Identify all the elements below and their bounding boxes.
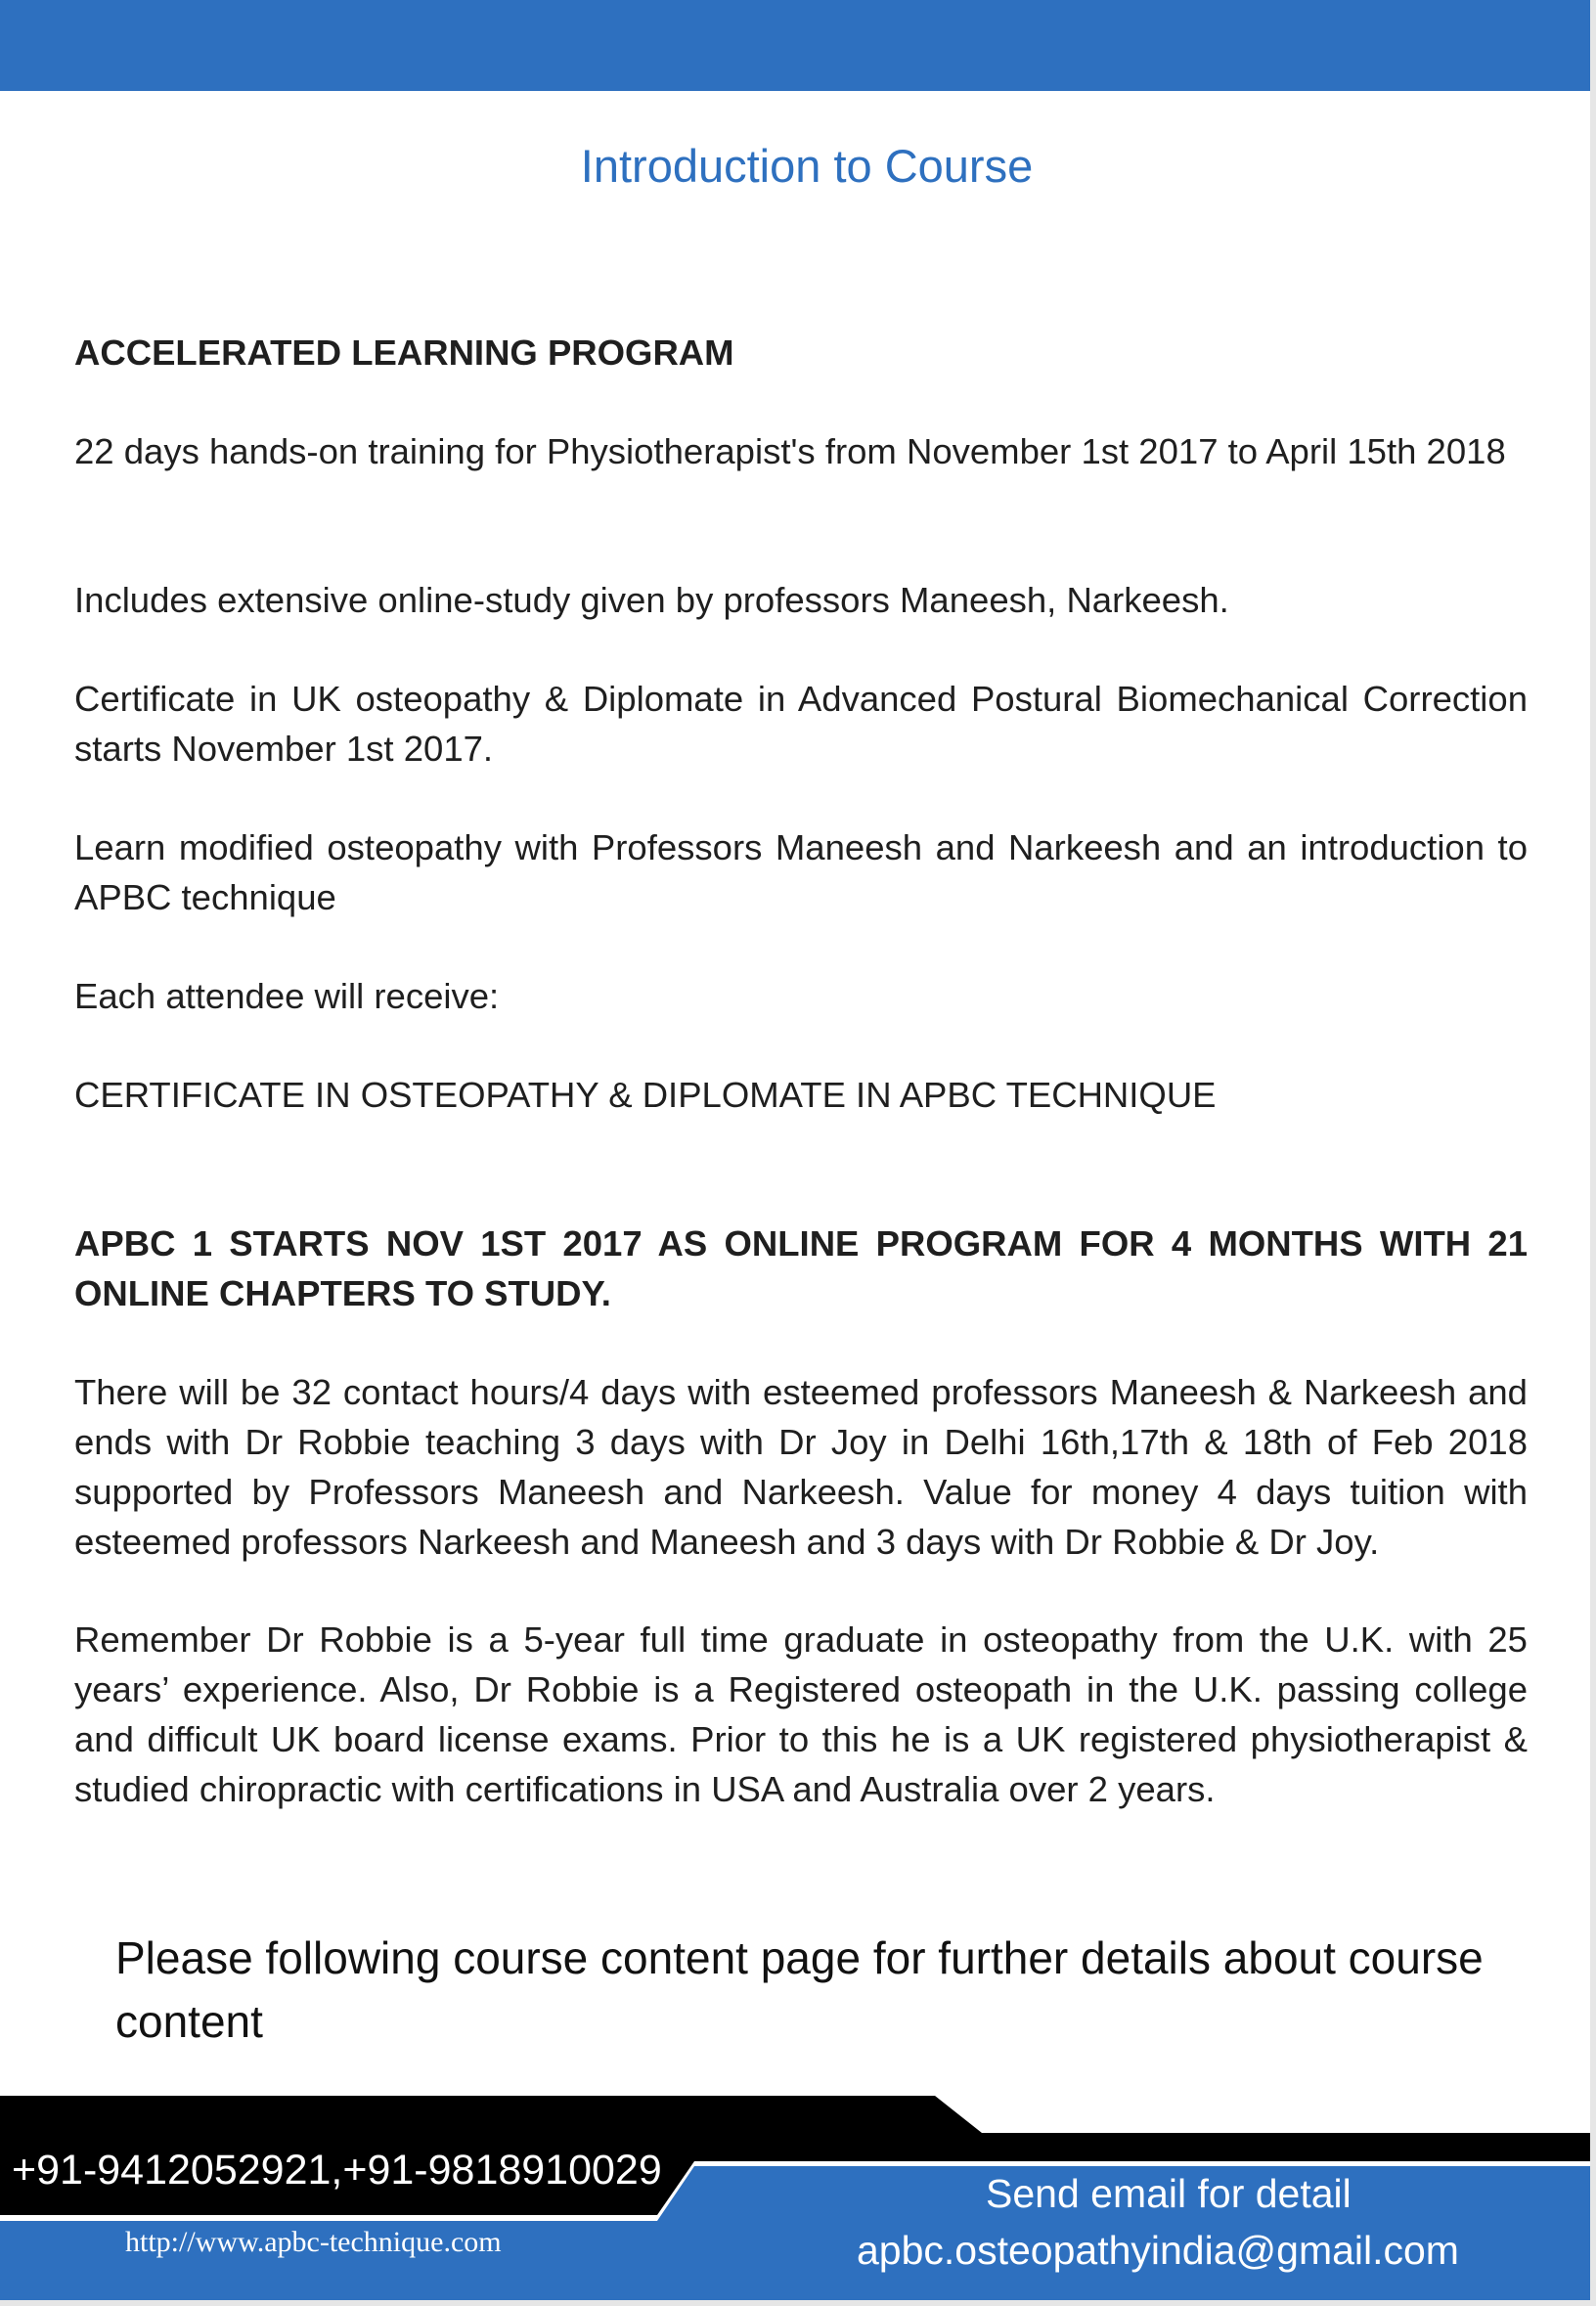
certificate-caps-line: CERTIFICATE IN OSTEOPATHY & DIPLOMATE IN APBC TECHNIQUE xyxy=(74,1075,1217,1115)
program-heading: ACCELERATED LEARNING PROGRAM xyxy=(74,333,734,373)
phone-numbers[interactable]: +91-9412052921,+91-9818910029 xyxy=(12,2147,662,2194)
apbc-heading: APBC 1 STARTS NOV 1ST 2017 AS ONLINE PROGRAM FOR 4 MONTHS WITH 21 ONLINE CHAPTERS TO STUDY. xyxy=(74,1223,1528,1313)
contact-hours-paragraph: There will be 32 contact hours/4 days with esteemed professors Maneesh & Narkeesh and ends with Dr Robbie teaching 3 days with Dr Joy in Delhi 16th,17th & 18th of Feb 2018 supported by Professors Maneesh and Narkeesh. Value for money 4 days tuition with esteemed professors Narkeesh and Maneesh and 3 days with Dr Robbie & Dr Joy. xyxy=(74,1372,1528,1562)
learn-paragraph: Learn modified osteopathy with Professors Maneesh and Narkeesh and an introduction to APBC technique xyxy=(74,827,1528,917)
certificate-paragraph: Certificate in UK osteopathy & Diplomate in Advanced Postural Biomechanical Correction starts November 1st 2017. xyxy=(74,679,1528,769)
email-label: Send email for detail xyxy=(986,2171,1352,2216)
website-link[interactable]: http://www.apbc-technique.com xyxy=(125,2226,502,2258)
footer xyxy=(0,2096,1590,2300)
header-bar xyxy=(0,0,1590,91)
email-address-link[interactable]: apbc.osteopathyindia@gmail.com xyxy=(857,2228,1459,2273)
attendee-paragraph: Each attendee will receive: xyxy=(74,976,500,1016)
online-study-paragraph: Includes extensive online-study given by professors Maneesh, Narkeesh. xyxy=(74,580,1229,620)
page-title: Introduction to Course xyxy=(580,140,1034,192)
dr-robbie-paragraph: Remember Dr Robbie is a 5-year full time graduate in osteopathy from the U.K. with 25 years’ experience. Also, Dr Robbie is a Registered osteopath in the U.K. passing college and difficult UK board license exams. Prior to this he is a UK registered physiotherapist & studied chiropractic with certifications in USA and Australia over 2 years. xyxy=(74,1619,1528,1809)
training-paragraph: 22 days hands-on training for Physiotherapist's from November 1st 2017 to April 15th 2018 xyxy=(74,431,1506,471)
course-content-note: Please following course content page for further details about course content xyxy=(115,1932,1484,2047)
